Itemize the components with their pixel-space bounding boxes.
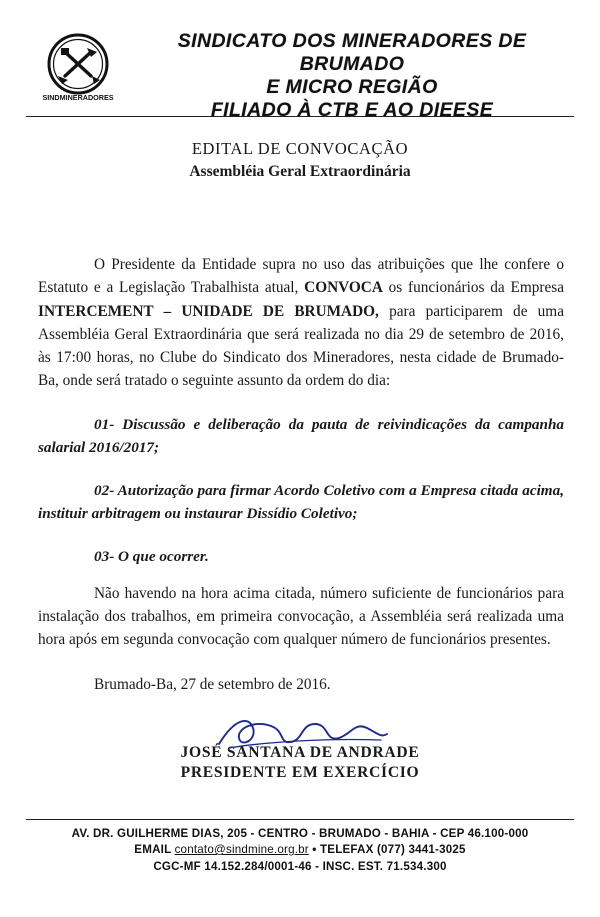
document-page xyxy=(0,22,600,917)
letterhead xyxy=(26,22,574,121)
document-footer xyxy=(26,819,574,875)
footer-address: AV. DR. GUILHERME DIAS, 205 - CENTRO - BRUMADO - BAHIA - CEP 46.100-000 xyxy=(71,826,529,840)
handwritten-signature-icon xyxy=(205,708,395,756)
intro-text-2: os funcionários da Empresa xyxy=(382,279,564,297)
footer-divider xyxy=(26,819,574,820)
signature-block xyxy=(26,744,574,782)
signatory-role: PRESIDENTE EM EXERCÍCIO xyxy=(180,763,420,781)
agenda-item-2: 02- Autorização para firmar Acordo Coletivo com a Empresa citada acima, instituir arbitragem ou instaurar Dissídio Coletivo; xyxy=(38,481,564,522)
footer-email-link[interactable]: contato@sindmine.org.br xyxy=(174,843,309,857)
org-name-line-1: SINDICATO DOS MINERADORES DE BRUMADO xyxy=(177,30,527,75)
intro-paragraph xyxy=(38,253,564,393)
intro-company: INTERCEMENT – UNIDADE DE BRUMADO, xyxy=(38,302,379,320)
page-title: EDITAL DE CONVOCAÇÃO xyxy=(191,139,409,158)
signatory-name: JOSÉ SANTANA DE ANDRADE xyxy=(180,743,420,761)
document-body xyxy=(26,253,574,694)
agenda-items xyxy=(38,413,564,568)
footer-email-label: EMAIL xyxy=(134,843,175,857)
union-logo xyxy=(34,30,126,104)
page-subtitle: Assembléia Geral Extraordinária xyxy=(189,163,411,180)
svg-text:SINDMINERADORES: SINDMINERADORES xyxy=(42,93,114,102)
footer-phone: • TELEFAX (077) 3441-3025 xyxy=(308,843,466,857)
title-block xyxy=(26,139,574,181)
agenda-item-3: 03- O que ocorrer. xyxy=(94,547,209,565)
org-name-line-2: E MICRO REGIÃO xyxy=(266,76,438,98)
letterhead-text xyxy=(130,30,574,122)
affiliation-line: FILIADO À CTB E AO DIEESE xyxy=(210,99,494,121)
intro-text-3: para participarem de uma Assembléia Geral Extraordinária que será realizada no dia 29 de setembro de 2016, às 17:00 horas, no Clube do Sindicato dos Mineradores, nesta cidade de Brumado-Ba, onde será tratado o seguinte assunto da ordem do dia: xyxy=(38,302,564,390)
footer-registration: CGC-MF 14.152.284/0001-46 - INSC. EST. 71.534.300 xyxy=(153,859,447,873)
agenda-item-1: 01- Discussão e deliberação da pauta de reivindicações da campanha salarial 2016/2017; xyxy=(38,415,564,456)
footer-contact xyxy=(26,842,574,858)
closing-paragraph: Não havendo na hora acima citada, número suficiente de funcionários para instalação dos trabalhos, em primeira convocação, a Assembléia será realizada uma hora após em segunda convocação com qualquer número de funcionários presentes. xyxy=(38,584,564,649)
intro-text-1: O Presidente da Entidade supra no uso das atribuições que lhe confere o Estatuto e a Legislação Trabalhista atual, xyxy=(38,256,564,297)
intro-convoca: CONVOCA xyxy=(304,279,383,297)
place-and-date: Brumado-Ba, 27 de setembro de 2016. xyxy=(94,675,331,693)
